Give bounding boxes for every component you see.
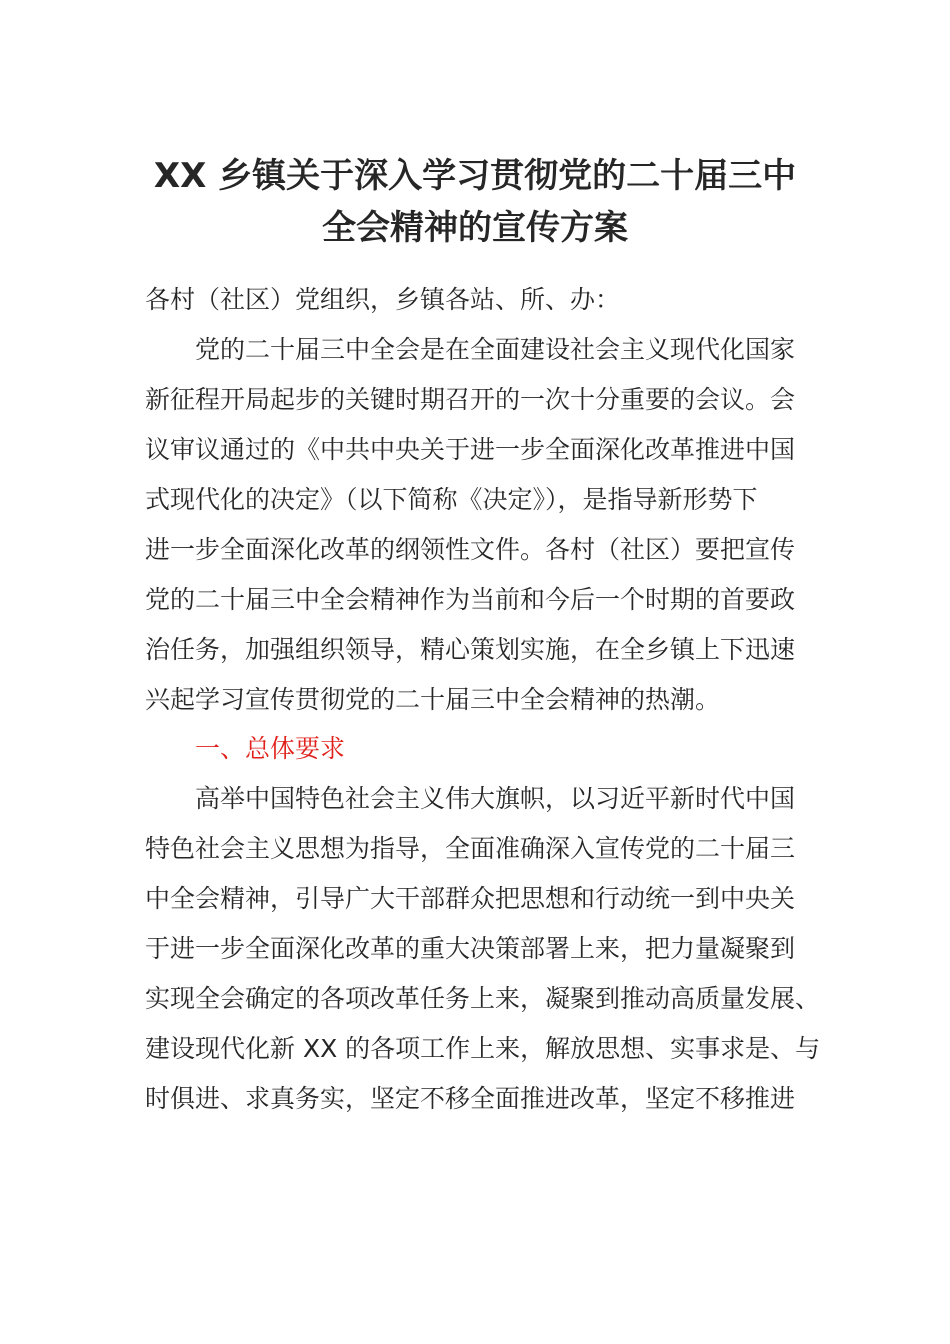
paragraph-1-line-3: 议审议通过的《中共中央关于进一步全面深化改革推进中国 (145, 435, 796, 464)
paragraph-2-line-4: 于进一步全面深化改革的重大决策部署上来，把力量凝聚到 (145, 934, 796, 963)
paragraph-2-line-1: 高举中国特色社会主义伟大旗帜，以习近平新时代中国 (195, 784, 796, 813)
paragraph-1-line-6: 党的二十届三中全会精神作为当前和今后一个时期的首要政 (145, 585, 796, 614)
paragraph-1-line-7: 治任务，加强组织领导，精心策划实施，在全乡镇上下迅速 (145, 635, 796, 664)
paragraph-1-line-5: 进一步全面深化改革的纲领性文件。各村（社区）要把宣传 (145, 535, 796, 564)
document-title-line-1: XX 乡镇关于深入学习贯彻党的二十届三中 (153, 156, 797, 196)
paragraph-2-line-2: 特色社会主义思想为指导，全面准确深入宣传党的二十届三 (145, 834, 796, 863)
paragraph-2-line-5: 实现全会确定的各项改革任务上来，凝聚到推动高质量发展、 (145, 984, 821, 1013)
document-title-line-2: 全会精神的宣传方案 (322, 208, 628, 248)
paragraph-1-line-1: 党的二十届三中全会是在全面建设社会主义现代化国家 (195, 335, 796, 364)
paragraph-1-line-8: 兴起学习宣传贯彻党的二十届三中全会精神的热潮。 (145, 685, 721, 714)
paragraph-1-line-4: 式现代化的决定》（以下简称《决定》），是指导新形势下 (145, 485, 758, 514)
paragraph-2-line-6: 建设现代化新 XX 的各项工作上来，解放思想、实事求是、与 (145, 1034, 821, 1063)
section-1-heading: 一、总体要求 (195, 734, 346, 763)
paragraph-2-line-3: 中全会精神，引导广大干部群众把思想和行动统一到中央关 (145, 884, 796, 913)
salutation: 各村（社区）党组织，乡镇各站、所、办： (145, 285, 621, 314)
paragraph-1-line-2: 新征程开局起步的关键时期召开的一次十分重要的会议。会 (145, 385, 796, 414)
paragraph-2-line-7: 时俱进、求真务实，坚定不移全面推进改革，坚定不移推进 (145, 1084, 796, 1113)
